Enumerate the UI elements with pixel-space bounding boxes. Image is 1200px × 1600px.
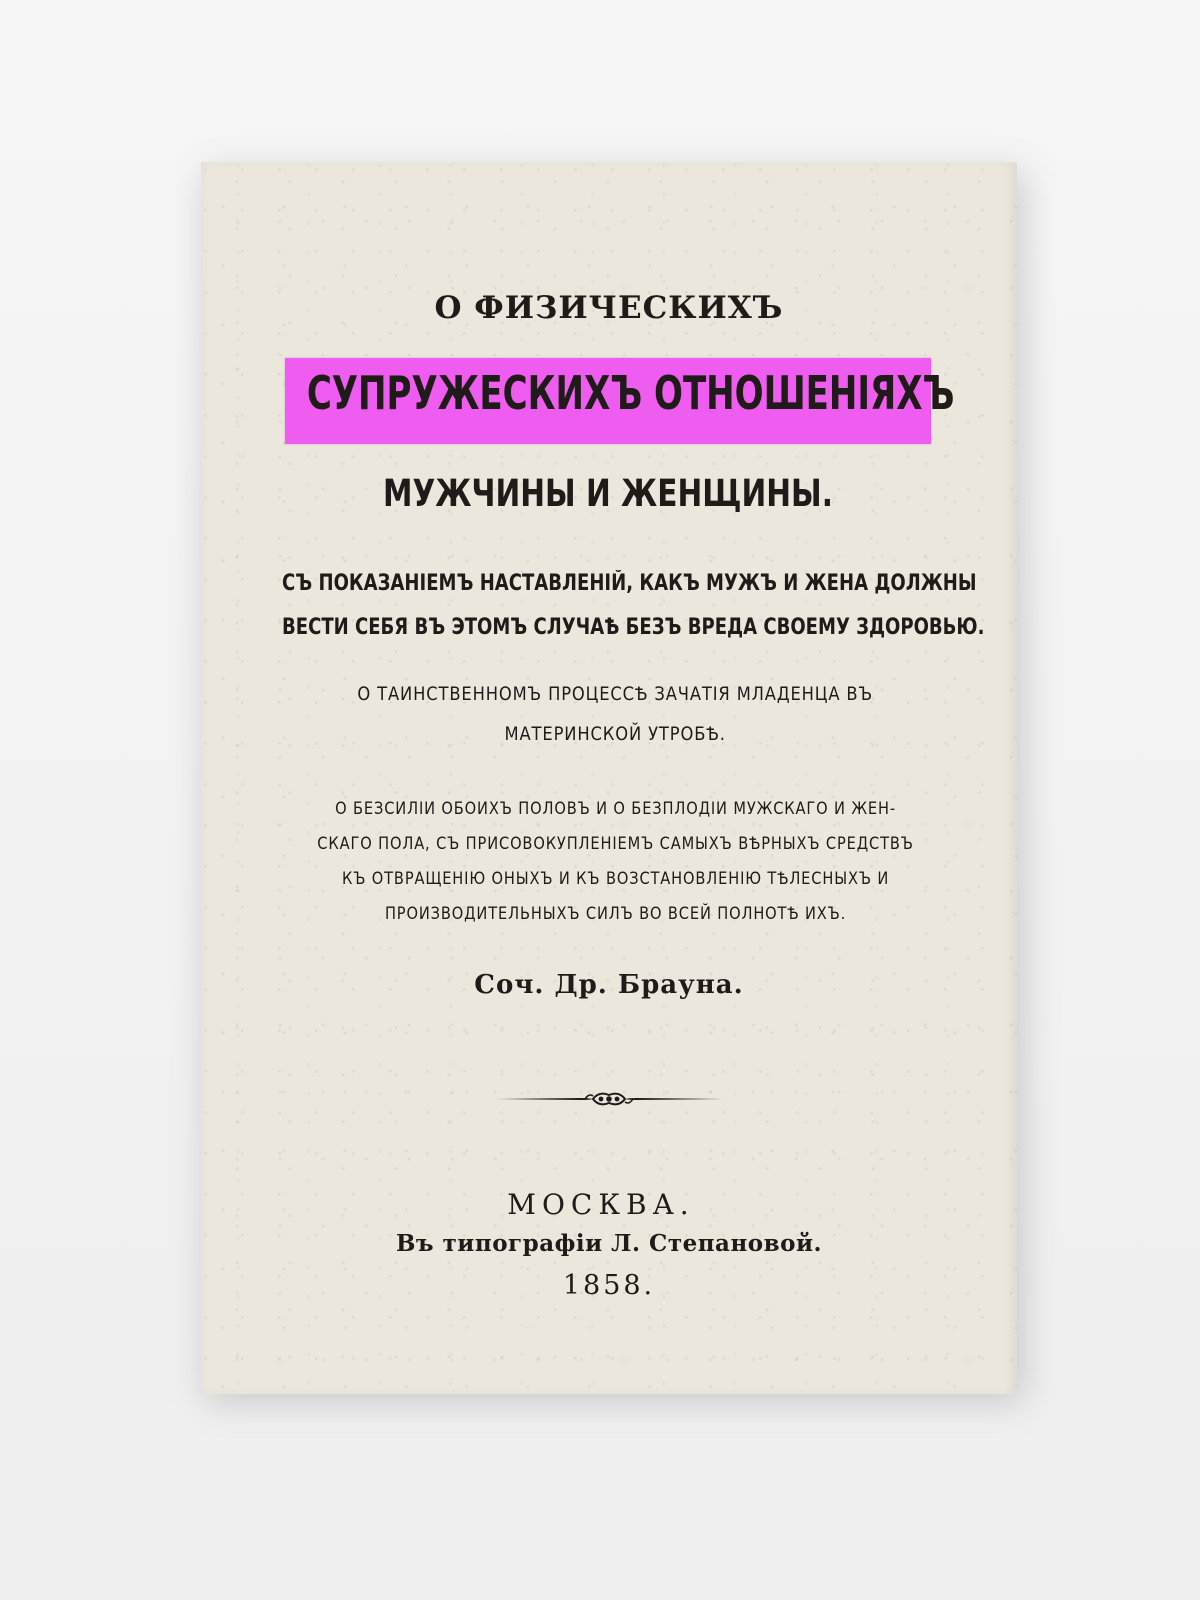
- title-line-3: МУЖЧИНЫ И ЖЕНЩИНЫ.: [383, 472, 833, 515]
- publication-year: 1858.: [562, 1270, 656, 1301]
- subtitle-paragraph-2: [264, 674, 966, 754]
- title-line-2: СУПРУЖЕСКИХЪ ОТНОШЕНІЯХЪ: [306, 366, 955, 420]
- ornament-divider-icon: [493, 1087, 725, 1111]
- subtitle-paragraph-3: [265, 792, 967, 932]
- author-line: Соч. Др. Брауна.: [474, 970, 744, 1000]
- subtitle-paragraph-3-line: ПРОИЗВОДИТЕЛЬНЫХЪ СИЛЪ ВО ВСЕЙ ПОЛНОТѢ ИХЪ.: [384, 904, 847, 924]
- subtitle-paragraph-3-line: СКАГО ПОЛА, СЪ ПРИСОВОКУПЛЕНІЕМЪ САМЫХЪ ВѢРНЫХЪ СРЕДСТВЪ: [317, 834, 914, 854]
- book-cover: [201, 162, 1017, 1394]
- subtitle-paragraph-3-line: О БЕЗСИЛІИ ОБОИХЪ ПОЛОВЪ И О БЕЗПЛОДІИ МУЖСКАГО И ЖЕН-: [335, 799, 897, 819]
- publication-city: МОСКВА.: [507, 1188, 695, 1221]
- subtitle-paragraph-2-line: МАТЕРИНСКОЙ УТРОБѢ.: [504, 723, 726, 745]
- subtitle-paragraph-3-line: КЪ ОТВРАЩЕНІЮ ОНЫХЪ И КЪ ВОЗСТАНОВЛЕНІЮ ТѢЛЕСНЫХЪ И: [341, 869, 890, 889]
- subtitle-paragraph-1: [282, 562, 985, 650]
- subtitle-paragraph-1-line: ВЕСТИ СЕБЯ ВЪ ЭТОМЪ СЛУЧАѢ БЕЗЪ ВРЕДА СВОЕМУ ЗДОРОВЬЮ.: [282, 615, 985, 640]
- subtitle-paragraph-1-line: СЪ ПОКАЗАНІЕМЪ НАСТАВЛЕНІЙ, КАКЪ МУЖЪ И ЖЕНА ДОЛЖНЫ: [282, 571, 977, 596]
- title-line-1: О ФИЗИЧЕСКИХЪ: [434, 290, 784, 326]
- printer-line: Въ типографіи Л. Степановой.: [395, 1230, 823, 1257]
- subtitle-paragraph-2-line: О ТАИНСТВЕННОМЪ ПРОЦЕССѢ ЗАЧАТІЯ МЛАДЕНЦА ВЪ: [357, 683, 873, 705]
